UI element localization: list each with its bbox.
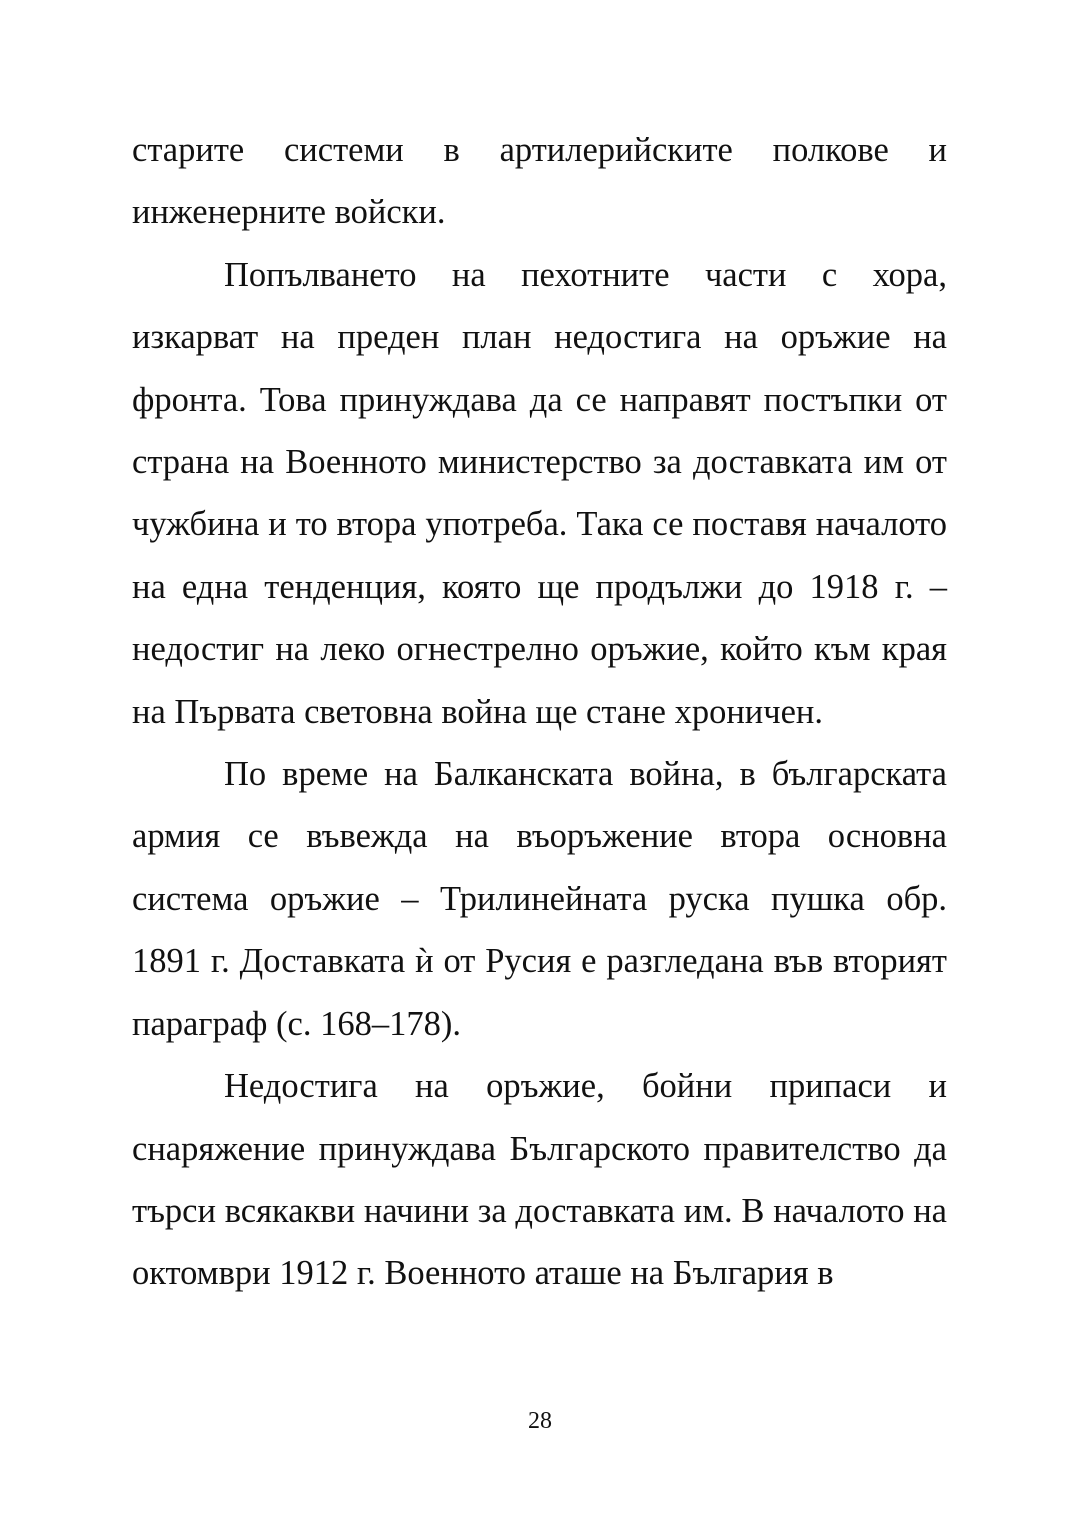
paragraph-weapons-shortage: Попълването на пехотните части с хора, изкарват на преден план недостига на оръжие на фронта. Това принуждава да се направят постъпки от страна на Военното министерство за доставката им от чужбина и то втора употреба. Така се поставя началото на една тенденция, която ще продължи до 1918 г. – недостиг на леко огнестрелно оръжие, който към края на Първата световна война ще стане хроничен.: [132, 255, 947, 731]
paragraph-continuation: старите системи в артилерийските полкове и инженерните войски.: [132, 131, 947, 232]
page-number: 28: [528, 1408, 552, 1434]
paragraph-balkan-war: По време на Балканската война, в българската армия се въвежда на въоръжение втора основна система оръжие – Трилинейната руска пушка обр. 1891 г. Доставката ѝ от Русия е разгледана във вторият параграф (с. 168–178).: [132, 755, 947, 1043]
paragraph-supply-search: Недостига на оръжие, бойни припаси и снаряжение принуждава Българското правителство да търси всякакви начини за доставката им. В началото на октомври 1912 г. Военното аташе на България в: [132, 1067, 947, 1293]
body-text: [132, 119, 947, 1305]
